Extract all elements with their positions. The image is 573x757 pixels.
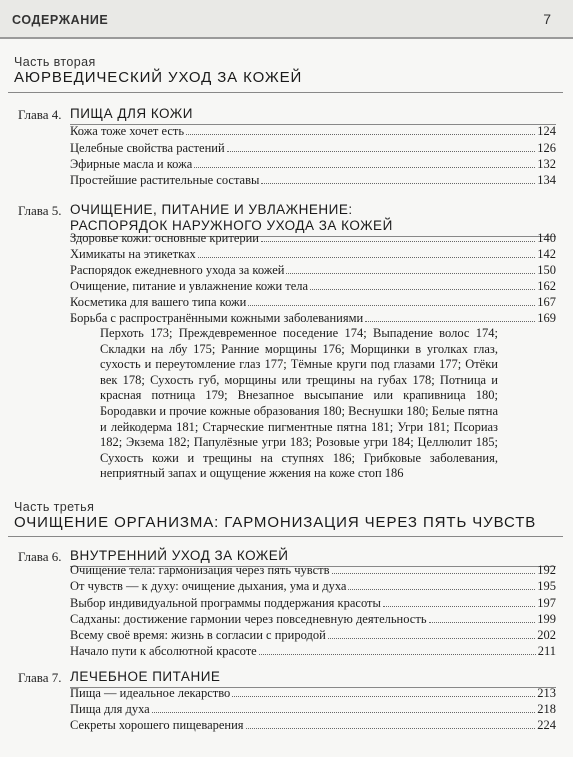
toc-entry-title: Всему своё время: жизнь в согласии с природой (70, 628, 326, 642)
toc-entry-page: 134 (537, 173, 556, 187)
dot-leader (328, 638, 535, 639)
toc-entry-title: От чувств — к духу: очищение дыхания, ума и духа (70, 579, 347, 593)
dot-leader (383, 606, 535, 607)
toc-entry-page: 202 (537, 628, 556, 642)
sub-entries-paragraph: Перхоть 173; Преждевременное поседение 174; Выпадение волос 174; Складки на лбу 175; Ранние морщины 176; Морщинки в уголках глаз, сухость и переутомление глаз 177; Тёмные круги под глазами 177; Отёки век 178; Сухость губ, морщины или трещины на губах 178; Потница и красная потница 179; Внезапное высыпание или крапивница 180; Бородавки и прочие кожные образования 180; Веснушки 180; Белые пятна и лейкодерма 181; Старческие пигментные пятна 181; Угри 181; Псориаз 182; Экзема 182; Папулёзные угри 183; Розовые угри 184; Целлюлит 185; Сухость кожи и трещины на ступнях 186; Грибковые заболевания, неприятный запах и ощущение жжения на коже стоп 186 (100, 326, 498, 481)
page-number: 7 (543, 11, 551, 27)
toc-entry-page: 132 (537, 157, 556, 171)
dot-leader (194, 167, 535, 168)
chapter-title: ЛЕЧЕБНОЕ ПИТАНИЕ (70, 669, 221, 684)
running-header-title: СОДЕРЖАНИЕ (12, 13, 109, 27)
toc-entry[interactable] (70, 263, 556, 278)
dot-leader (152, 712, 536, 713)
dot-leader (332, 573, 536, 574)
chapter-title: ПИЩА ДЛЯ КОЖИ (70, 106, 193, 121)
dot-leader (348, 589, 535, 590)
toc-entry-title: Простейшие растительные составы (70, 173, 260, 187)
part-rule (8, 536, 563, 537)
toc-entry[interactable] (70, 686, 556, 701)
toc-entry-page: 197 (537, 596, 556, 610)
toc-entry-page: 126 (537, 141, 556, 155)
dot-leader (259, 654, 536, 655)
toc-entry-page: 192 (537, 563, 556, 577)
toc-entry-title: Начало пути к абсолютной красоте (70, 644, 257, 658)
toc-entry[interactable] (70, 247, 556, 262)
toc-entry-title: Пища для духа (70, 702, 150, 716)
toc-entry-page: 140 (537, 231, 556, 245)
toc-entry-title: Кожа тоже хочет есть (70, 124, 185, 138)
toc-entry-page: 211 (537, 644, 556, 658)
chapter-label: Глава 6. (18, 549, 62, 564)
toc-entry-page: 224 (537, 718, 556, 732)
toc-entry[interactable] (70, 596, 556, 611)
chapter-label: Глава 7. (18, 670, 62, 685)
toc-entry-title: Очищение тела: гармонизация через пять чувств (70, 563, 330, 577)
toc-entry[interactable] (70, 579, 556, 594)
part-rule (8, 92, 563, 93)
toc-entry-title: Очищение, питание и увлажнение кожи тела (70, 279, 309, 293)
toc-entry-page: 195 (537, 579, 556, 593)
part-title: ОЧИЩЕНИЕ ОРГАНИЗМА: ГАРМОНИЗАЦИЯ ЧЕРЕЗ ПЯТЬ ЧУВСТВ (14, 514, 537, 531)
toc-entry[interactable] (70, 295, 556, 310)
toc-entry-title: Целебные свойства растений (70, 141, 225, 155)
toc-entry-page: 169 (537, 311, 556, 325)
part-label: Часть третья (14, 500, 95, 514)
toc-entry-page: 218 (537, 702, 556, 716)
dot-leader (261, 241, 535, 242)
toc-entry[interactable] (70, 124, 556, 139)
dot-leader (248, 305, 535, 306)
toc-entry[interactable] (70, 612, 556, 627)
toc-entry-page: 213 (537, 686, 556, 700)
toc-entry[interactable] (70, 231, 556, 246)
chapter-label: Глава 4. (18, 107, 62, 122)
dot-leader (429, 622, 536, 623)
toc-entry[interactable] (70, 718, 556, 733)
toc-entry[interactable] (70, 173, 556, 188)
toc-entry-title: Химикаты на этикетках (70, 247, 196, 261)
toc-entry-title: Секреты хорошего пищеварения (70, 718, 244, 732)
dot-leader (227, 151, 536, 152)
dot-leader (232, 696, 535, 697)
toc-entry[interactable] (70, 702, 556, 717)
chapter-title-line-1: ОЧИЩЕНИЕ, ПИТАНИЕ И УВЛАЖНЕНИЕ: (70, 202, 353, 217)
toc-entry-page: 150 (537, 263, 556, 277)
toc-entry-page: 124 (537, 124, 556, 138)
dot-leader (261, 183, 535, 184)
toc-entry-title: Распорядок ежедневного ухода за кожей (70, 263, 285, 277)
toc-entry[interactable] (70, 563, 556, 578)
toc-entry-title: Борьба с распространёнными кожными заболеваниями (70, 311, 364, 325)
dot-leader (198, 257, 536, 258)
header-rule (0, 37, 573, 39)
toc-entry[interactable] (70, 628, 556, 643)
dot-leader (246, 728, 536, 729)
toc-entry-title: Выбор индивидуальной программы поддержания красоты (70, 596, 381, 610)
dot-leader (310, 289, 535, 290)
part-label: Часть вторая (14, 55, 96, 69)
toc-entry-page: 162 (537, 279, 556, 293)
toc-entry-title: Пища — идеальное лекарство (70, 686, 231, 700)
part-title: АЮРВЕДИЧЕСКИЙ УХОД ЗА КОЖЕЙ (14, 69, 303, 86)
chapter-title-line-2: РАСПОРЯДОК НАРУЖНОГО УХОДА ЗА КОЖЕЙ (70, 218, 393, 233)
toc-entry-title: Садханы: достижение гармонии через повседневную деятельность (70, 612, 427, 626)
toc-entry-title: Косметика для вашего типа кожи (70, 295, 247, 309)
toc-entry-page: 167 (537, 295, 556, 309)
toc-entry-title: Эфирные масла и кожа (70, 157, 193, 171)
dot-leader (186, 134, 535, 135)
toc-entry-page: 142 (537, 247, 556, 261)
chapter-title: ВНУТРЕННИЙ УХОД ЗА КОЖЕЙ (70, 548, 289, 563)
toc-entry[interactable] (70, 644, 556, 659)
toc-entry-title: Здоровье кожи: основные критерии (70, 231, 260, 245)
toc-entry[interactable] (70, 157, 556, 172)
toc-entry-page: 199 (537, 612, 556, 626)
toc-entry[interactable] (70, 279, 556, 294)
toc-entry[interactable] (70, 311, 556, 326)
chapter-label: Глава 5. (18, 203, 62, 218)
toc-entry[interactable] (70, 141, 556, 156)
dot-leader (365, 321, 535, 322)
dot-leader (286, 273, 535, 274)
